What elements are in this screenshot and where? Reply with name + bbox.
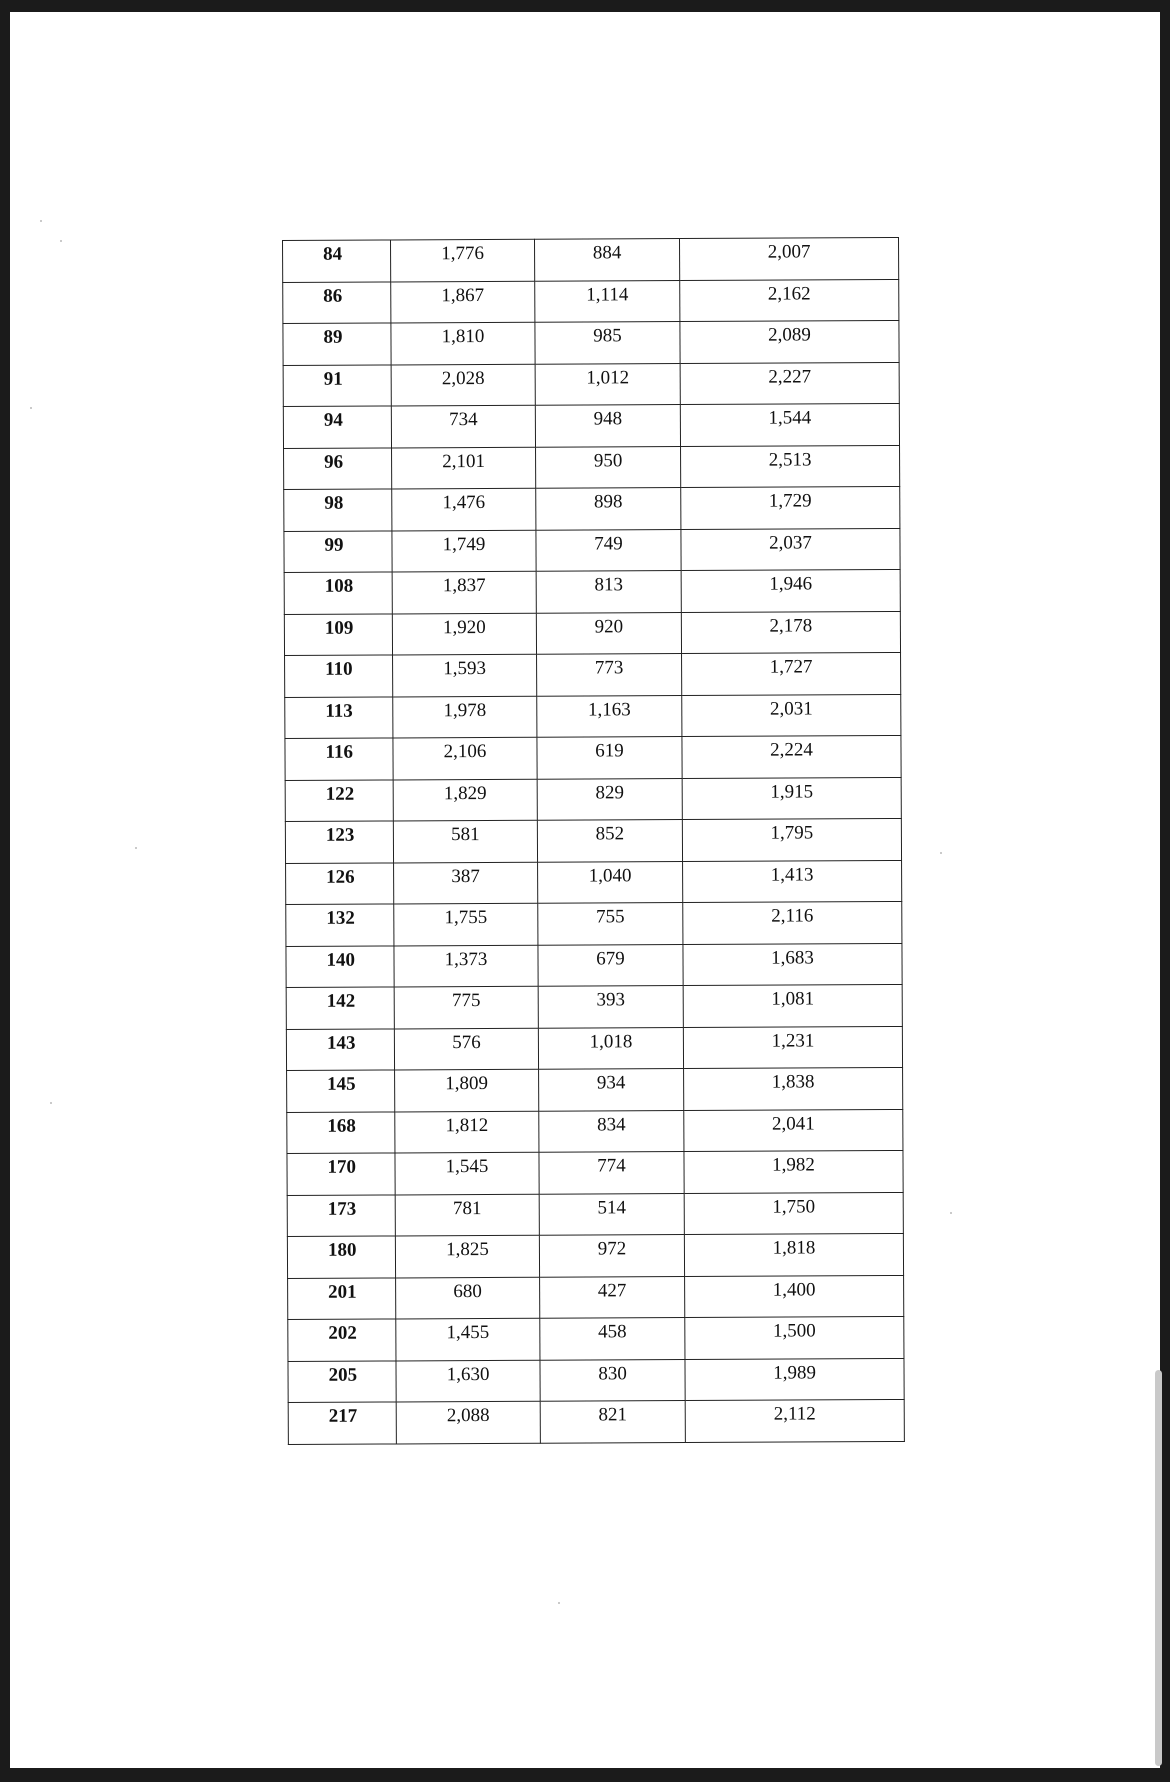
- value-cell: 834: [539, 1110, 684, 1152]
- value-cell: 1,545: [395, 1152, 539, 1194]
- value-cell: 2,088: [396, 1401, 540, 1443]
- value-cell: 773: [537, 654, 682, 696]
- value-cell: 581: [393, 820, 537, 862]
- value-cell: 1,795: [682, 818, 901, 861]
- value-cell: 576: [394, 1028, 538, 1070]
- table-row: [283, 279, 899, 324]
- value-cell: 1,683: [683, 943, 902, 986]
- value-cell: 1,500: [685, 1316, 904, 1359]
- row-id-cell: 86: [283, 281, 391, 323]
- table-row: [283, 237, 899, 282]
- value-cell: 1,749: [392, 530, 536, 572]
- value-cell: 2,162: [680, 279, 899, 322]
- scan-speck: [558, 1602, 560, 1604]
- table-row: [285, 818, 901, 863]
- table-row: [287, 1192, 903, 1237]
- table-row: [284, 486, 900, 531]
- row-id-cell: 180: [287, 1236, 395, 1278]
- value-cell: 1,915: [682, 777, 901, 820]
- value-cell: 2,513: [681, 445, 900, 488]
- value-cell: 1,373: [394, 945, 538, 987]
- value-cell: 1,455: [396, 1318, 540, 1360]
- value-cell: 1,114: [535, 280, 680, 322]
- row-id-cell: 116: [285, 738, 393, 780]
- table-row: [285, 735, 901, 780]
- row-id-cell: 173: [287, 1194, 395, 1236]
- value-cell: 2,041: [684, 1109, 903, 1152]
- value-cell: 1,727: [682, 652, 901, 695]
- value-cell: 1,776: [391, 239, 535, 281]
- value-cell: 749: [536, 529, 681, 571]
- value-cell: 1,982: [684, 1150, 903, 1193]
- value-cell: 1,231: [683, 1026, 902, 1069]
- value-cell: 1,825: [395, 1235, 539, 1277]
- value-cell: 1,837: [392, 571, 536, 613]
- value-cell: 2,178: [681, 611, 900, 654]
- value-cell: 821: [540, 1401, 685, 1443]
- value-cell: 387: [394, 862, 538, 904]
- row-id-cell: 110: [285, 655, 393, 697]
- value-cell: 1,729: [681, 486, 900, 529]
- value-cell: 898: [536, 488, 681, 530]
- value-cell: 972: [539, 1235, 684, 1277]
- table-row: [288, 1399, 904, 1444]
- value-cell: 852: [537, 820, 682, 862]
- value-cell: 1,018: [538, 1027, 683, 1069]
- table-row: [288, 1316, 904, 1361]
- value-cell: 393: [538, 986, 683, 1028]
- table-row: [284, 445, 900, 490]
- value-cell: 774: [539, 1152, 684, 1194]
- value-cell: 950: [536, 446, 681, 488]
- table-row: [284, 611, 900, 656]
- value-cell: 775: [394, 986, 538, 1028]
- value-cell: 934: [539, 1069, 684, 1111]
- value-cell: 2,031: [682, 694, 901, 737]
- value-cell: 2,037: [681, 528, 900, 571]
- table-row: [287, 1109, 903, 1154]
- value-cell: 985: [535, 322, 680, 364]
- value-cell: 1,750: [684, 1192, 903, 1235]
- table-row: [283, 320, 899, 365]
- table-row: [287, 1150, 903, 1195]
- value-cell: 1,755: [394, 903, 538, 945]
- table-row: [286, 943, 902, 988]
- row-id-cell: 201: [288, 1277, 396, 1319]
- value-cell: 1,818: [684, 1233, 903, 1276]
- scan-speck: [50, 1102, 52, 1104]
- table-row: [285, 694, 901, 739]
- row-id-cell: 122: [285, 779, 393, 821]
- value-cell: 1,978: [393, 696, 537, 738]
- value-cell: 680: [396, 1277, 540, 1319]
- value-cell: 948: [535, 405, 680, 447]
- table-row: [286, 901, 902, 946]
- value-cell: 829: [537, 778, 682, 820]
- row-id-cell: 132: [286, 904, 394, 946]
- table-row: [285, 652, 901, 697]
- table-row: [286, 1026, 902, 1071]
- value-cell: 813: [536, 571, 681, 613]
- value-cell: 2,227: [680, 362, 899, 405]
- value-cell: 1,040: [538, 861, 683, 903]
- table-row: [288, 1275, 904, 1320]
- table-row: [284, 569, 900, 614]
- value-cell: 1,544: [680, 403, 899, 446]
- row-id-cell: 109: [284, 613, 392, 655]
- value-cell: 1,810: [391, 322, 535, 364]
- row-id-cell: 143: [286, 1028, 394, 1070]
- value-cell: 734: [391, 405, 535, 447]
- value-cell: 830: [540, 1359, 685, 1401]
- value-cell: 2,089: [680, 320, 899, 363]
- value-cell: 2,112: [685, 1399, 904, 1442]
- value-cell: 2,101: [392, 447, 536, 489]
- value-cell: 514: [539, 1193, 684, 1235]
- value-cell: 1,946: [681, 569, 900, 612]
- value-cell: 1,400: [685, 1275, 904, 1318]
- value-cell: 1,012: [535, 363, 680, 405]
- row-id-cell: 108: [284, 572, 392, 614]
- row-id-cell: 89: [283, 323, 391, 365]
- table-row: [286, 984, 902, 1029]
- value-cell: 2,106: [393, 737, 537, 779]
- value-cell: 1,989: [685, 1358, 904, 1401]
- value-cell: 1,812: [395, 1111, 539, 1153]
- scan-speck: [135, 847, 137, 849]
- table-row: [286, 860, 902, 905]
- row-id-cell: 91: [283, 364, 391, 406]
- row-id-cell: 205: [288, 1360, 396, 1402]
- table-body: [283, 237, 905, 1443]
- value-cell: 1,413: [683, 860, 902, 903]
- document-page: [10, 12, 1160, 1768]
- value-cell: 920: [536, 612, 681, 654]
- value-cell: 884: [534, 239, 679, 281]
- value-cell: 619: [537, 737, 682, 779]
- value-cell: 781: [395, 1194, 539, 1236]
- scan-speck: [60, 240, 62, 242]
- value-cell: 2,224: [682, 735, 901, 778]
- row-id-cell: 142: [286, 987, 394, 1029]
- value-cell: 1,920: [392, 613, 536, 655]
- value-cell: 1,867: [391, 281, 535, 323]
- value-cell: 2,028: [391, 364, 535, 406]
- row-id-cell: 96: [284, 447, 392, 489]
- row-id-cell: 126: [286, 862, 394, 904]
- row-id-cell: 99: [284, 530, 392, 572]
- row-id-cell: 217: [288, 1402, 396, 1444]
- table-row: [283, 362, 899, 407]
- table-row: [287, 1067, 903, 1112]
- value-cell: 1,081: [683, 984, 902, 1027]
- value-cell: 1,593: [393, 654, 537, 696]
- table-row: [288, 1358, 904, 1403]
- scan-speck: [950, 1212, 952, 1214]
- row-id-cell: 113: [285, 696, 393, 738]
- value-cell: 2,007: [679, 237, 898, 280]
- value-cell: 1,630: [396, 1360, 540, 1402]
- row-id-cell: 140: [286, 945, 394, 987]
- scan-speck: [940, 852, 942, 854]
- value-cell: 427: [540, 1276, 685, 1318]
- value-cell: 1,163: [537, 695, 682, 737]
- value-cell: 1,809: [395, 1069, 539, 1111]
- row-id-cell: 168: [287, 1111, 395, 1153]
- table-row: [287, 1233, 903, 1278]
- row-id-cell: 145: [287, 1070, 395, 1112]
- value-cell: 679: [538, 944, 683, 986]
- row-id-cell: 94: [283, 406, 391, 448]
- value-cell: 755: [538, 903, 683, 945]
- row-id-cell: 84: [283, 240, 391, 282]
- row-id-cell: 170: [287, 1153, 395, 1195]
- row-id-cell: 202: [288, 1319, 396, 1361]
- value-cell: 1,829: [393, 779, 537, 821]
- data-table: [282, 237, 905, 1445]
- table-row: [283, 403, 899, 448]
- value-cell: 458: [540, 1318, 685, 1360]
- value-cell: 2,116: [683, 901, 902, 944]
- vertical-scrollbar[interactable]: [1155, 1370, 1162, 1766]
- value-cell: 1,476: [392, 488, 536, 530]
- table-row: [284, 528, 900, 573]
- row-id-cell: 98: [284, 489, 392, 531]
- table-row: [285, 777, 901, 822]
- row-id-cell: 123: [285, 821, 393, 863]
- scan-speck: [30, 407, 32, 409]
- scan-speck: [40, 220, 42, 222]
- value-cell: 1,838: [684, 1067, 903, 1110]
